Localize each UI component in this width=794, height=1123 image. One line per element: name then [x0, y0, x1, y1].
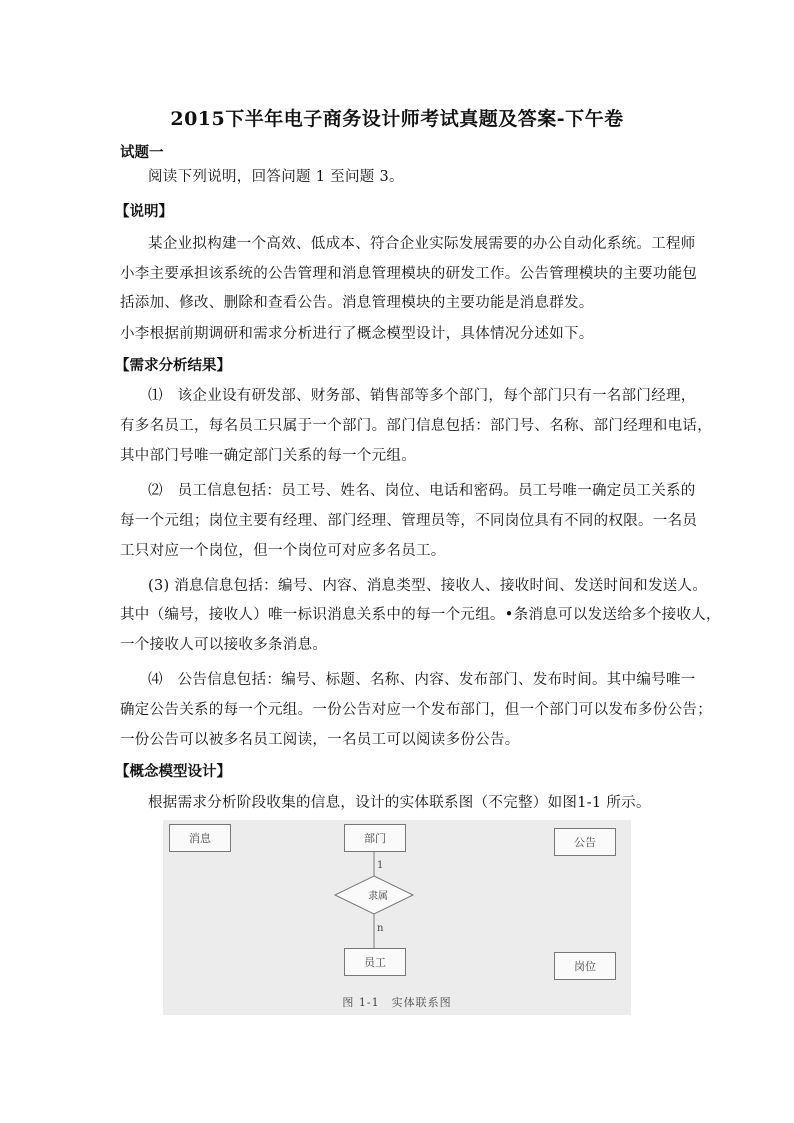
entity-department: 部门 — [344, 824, 406, 852]
entity-employee: 员工 — [344, 948, 406, 976]
entity-position: 岗位 — [554, 952, 616, 980]
requirements-line: 一个接收人可以接收多条消息。 — [120, 637, 328, 653]
cardinality-many: n — [377, 923, 384, 934]
concept-heading: 【概念模型设计】 — [115, 763, 231, 780]
page-title: 2015下半年电子商务设计师考试真题及答案-下午卷 — [170, 108, 624, 130]
entity-message: 消息 — [169, 824, 231, 852]
entity-announcement: 公告 — [554, 828, 616, 856]
er-diagram-figure — [163, 820, 631, 1015]
requirements-line: 其中部门号唯一确定部门关系的每一个元组。 — [120, 448, 416, 464]
description-line: 小李主要承担该系统的公告管理和消息管理模块的研发工作。公告管理模块的主要功能包 — [120, 266, 698, 282]
requirements-line: ⑷ 公告信息包括：编号、标题、名称、内容、发布部门、发布时间。其中编号唯一 — [148, 672, 696, 688]
requirements-line: 每一个元组；岗位主要有经理、部门经理、管理员等，不同岗位具有不同的权限。一名员 — [120, 513, 698, 529]
requirements-line: 有多名员工，每名员工只属于一个部门。部门信息包括：部门号、名称、部门经理和电话， — [120, 418, 712, 434]
description-heading: 【说明】 — [115, 203, 173, 220]
requirements-line: 确定公告关系的每一个元组。一份公告对应一个发布部门，但一个部门可以发布多份公告； — [120, 702, 712, 718]
figure-caption: 图 1-1 实体联系图 — [342, 996, 452, 1009]
description-line: 括添加、修改、删除和查看公告。消息管理模块的主要功能是消息群发。 — [120, 295, 594, 311]
description-line: 小李根据前期调研和需求分析进行了概念模型设计，具体情况分述如下。 — [120, 326, 594, 342]
requirements-line: 工只对应一个岗位，但一个岗位可对应多名员工。 — [120, 543, 446, 559]
requirements-line: 其中（编号，接收人）唯一标识消息关系中的每一个元组。•条消息可以发送给多个接收人， — [120, 607, 721, 623]
cardinality-one: 1 — [377, 860, 384, 871]
description-line: 某企业拟构建一个高效、低成本、符合企业实际发展需要的办公自动化系统。工程师 — [148, 236, 696, 252]
requirements-heading: 【需求分析结果】 — [115, 357, 231, 374]
requirements-line: (3) 消息信息包括：编号、内容、消息类型、接收人、接收时间、发送时间和发送人。 — [148, 578, 708, 594]
requirements-line: ⑴ 该企业设有研发部、财务部、销售部等多个部门，每个部门只有一名部门经理， — [148, 388, 696, 404]
question-label: 试题一 — [120, 144, 164, 161]
relationship-label: 隶属 — [368, 891, 388, 902]
requirements-line: ⑵ 员工信息包括：员工号、姓名、岗位、电话和密码。员工号唯一确定员工关系的 — [148, 483, 696, 499]
requirements-line: 一份公告可以被多名员工阅读，一名员工可以阅读多份公告。 — [120, 732, 520, 748]
intro-text: 阅读下列说明，回答问题 1 至问题 3。 — [148, 169, 404, 185]
concept-line: 根据需求分析阶段收集的信息，设计的实体联系图（不完整）如图1-1 所示。 — [148, 795, 651, 811]
